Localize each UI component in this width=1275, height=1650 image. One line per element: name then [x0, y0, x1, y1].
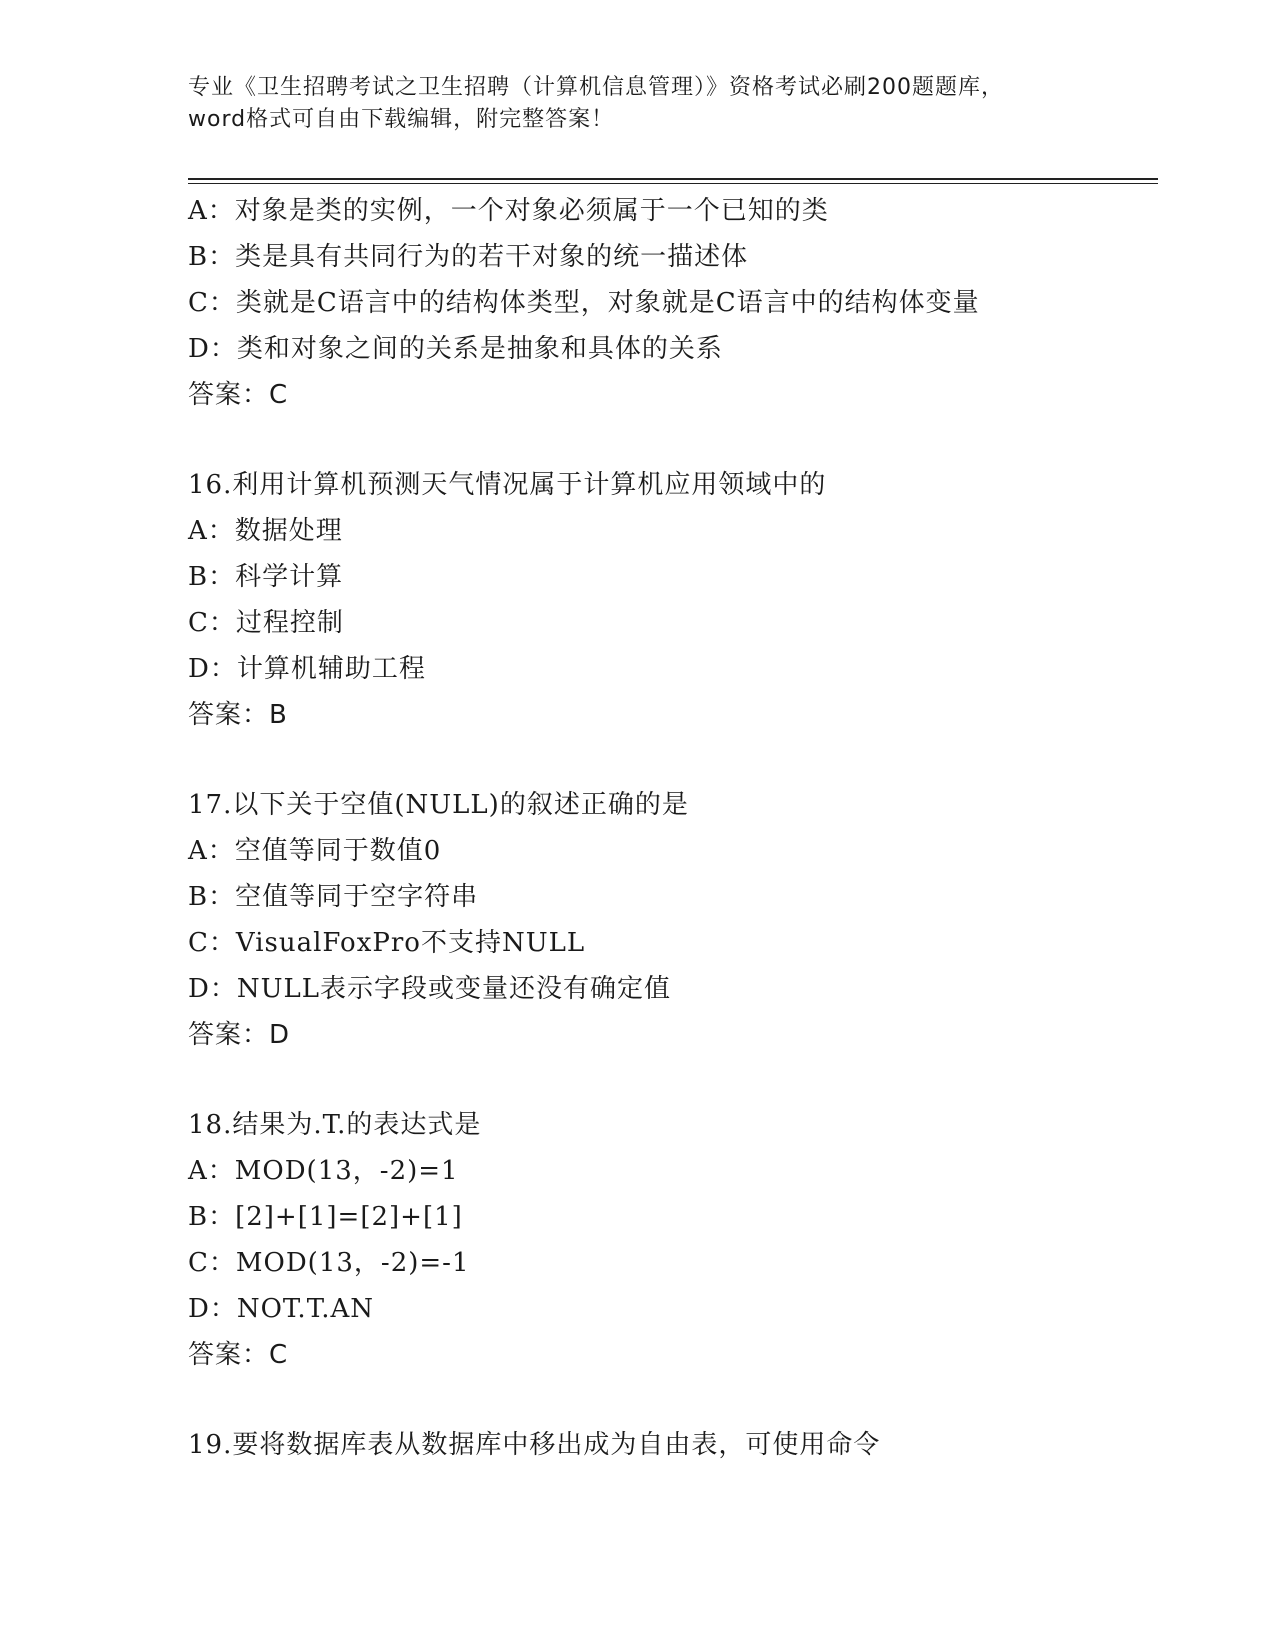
question-list [188, 188, 1158, 1468]
header-divider-thick [188, 178, 1158, 180]
option-b: B：空值等同于空字符串 [188, 882, 479, 912]
option-d: D：NULL表示字段或变量还没有确定值 [188, 974, 672, 1004]
option-b: B：科学计算 [188, 562, 344, 592]
option-d: D：计算机辅助工程 [188, 654, 426, 684]
spacer [188, 418, 1158, 462]
option-b: B：类是具有共同行为的若干对象的统一描述体 [188, 242, 749, 272]
question-stem: 18.结果为.T.的表达式是 [188, 1110, 482, 1140]
question-block-19 [188, 1422, 1158, 1468]
answer-line: 答案：D [188, 1020, 291, 1050]
option-a: A：MOD(13，-2)=1 [188, 1156, 459, 1186]
question-stem: 19.要将数据库表从数据库中移出成为自由表，可使用命令 [188, 1430, 881, 1460]
spacer [188, 1378, 1158, 1422]
option-a: A：数据处理 [188, 516, 343, 546]
question-stem: 17.以下关于空值(NULL)的叙述正确的是 [188, 790, 689, 820]
option-b: B：[2]+[1]=[2]+[1] [188, 1202, 463, 1232]
option-d: D：类和对象之间的关系是抽象和具体的关系 [188, 334, 723, 364]
header-divider-thin [188, 183, 1158, 184]
option-c: C：MOD(13，-2)=-1 [188, 1248, 470, 1278]
option-c: C：过程控制 [188, 608, 344, 638]
header-title-line-2: word格式可自由下载编辑，附完整答案！ [188, 107, 615, 132]
answer-line: 答案：B [188, 700, 288, 730]
option-c: C：类就是C语言中的结构体类型，对象就是C语言中的结构体变量 [188, 288, 980, 318]
spacer [188, 738, 1158, 782]
option-c: C：VisualFoxPro不支持NULL [188, 928, 586, 958]
question-stem: 16.利用计算机预测天气情况属于计算机应用领域中的 [188, 470, 827, 500]
option-a: A：空值等同于数值0 [188, 836, 442, 866]
option-d: D：NOT.T.AN [188, 1294, 375, 1324]
question-block-continued [188, 188, 1158, 418]
spacer [188, 1058, 1158, 1102]
option-a: A：对象是类的实例，一个对象必须属于一个已知的类 [188, 196, 829, 226]
header-title-line-1: 专业《卫生招聘考试之卫生招聘（计算机信息管理）》资格考试必刷200题题库， [188, 75, 1004, 100]
answer-line: 答案：C [188, 1340, 289, 1370]
document-header [188, 72, 1158, 136]
answer-line: 答案：C [188, 380, 289, 410]
question-block-16 [188, 462, 1158, 738]
question-block-18 [188, 1102, 1158, 1378]
question-block-17 [188, 782, 1158, 1058]
